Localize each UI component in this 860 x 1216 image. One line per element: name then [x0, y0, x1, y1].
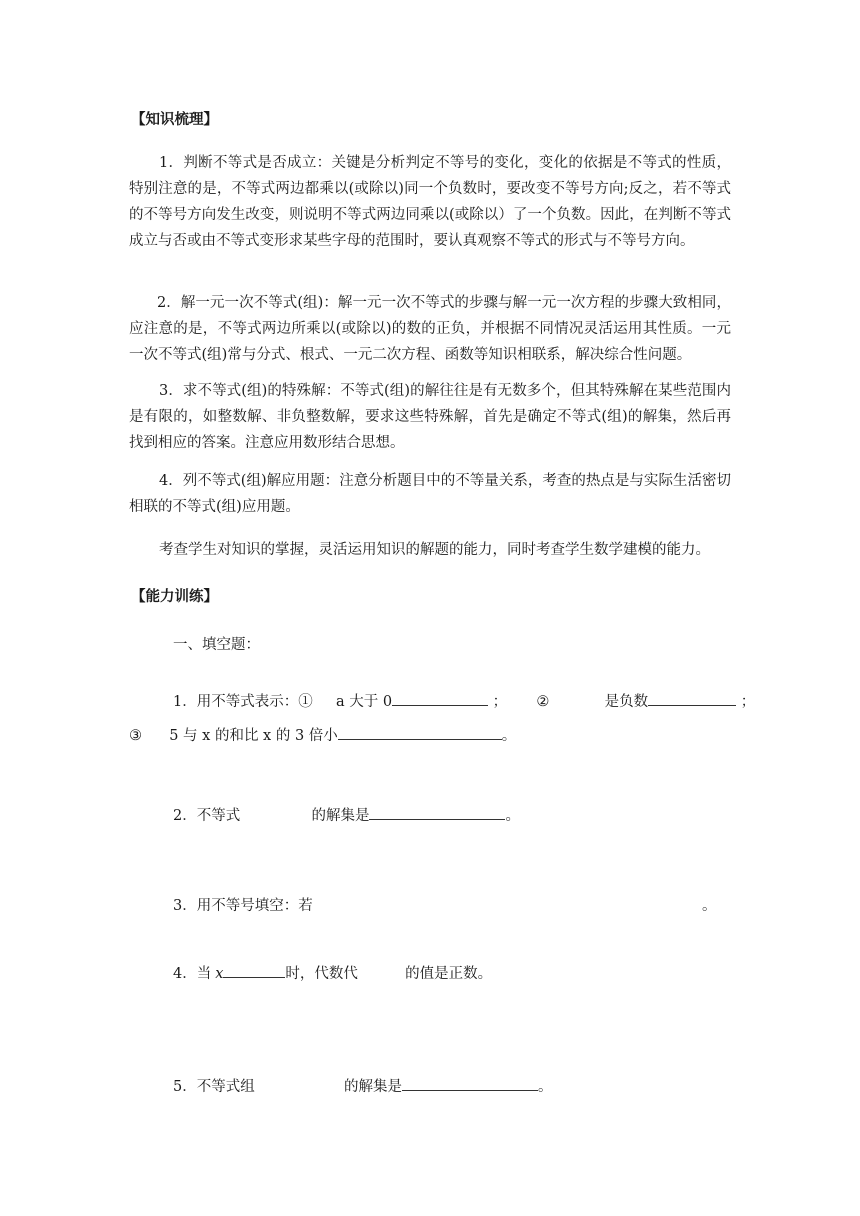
q1-blank-a[interactable] [392, 691, 488, 706]
q5-end: 。 [537, 1079, 553, 1095]
q1-prefix: 1．用不等式表示：① [173, 694, 313, 710]
q1-part-c: 5 与 x 的和比 x 的 3 倍小 [169, 728, 338, 744]
q4-variable: x [215, 966, 224, 982]
q3-end: 。 [702, 898, 717, 914]
question-3 [173, 894, 313, 915]
q1-part-b: 是负数 [604, 694, 649, 710]
q2-middle: 的解集是 [311, 808, 370, 824]
q5-prefix: 5．不等式组 [173, 1079, 255, 1095]
question-5 [173, 1075, 552, 1096]
knowledge-item-3: 3．求不等式(组)的特殊解：不等式(组)的解往往是有无数多个，但其特殊解在某些范围内是有限的，如整数解、非负整数解，要求这些特殊解，首先是确定不等式(组)的解集，然后再找到相应的答案。注意应用数形结合思想。 [129, 383, 731, 451]
q5-blank[interactable] [402, 1076, 538, 1091]
q1-sep-1: ； [492, 694, 508, 710]
knowledge-item-2: 2．解一元一次不等式(组)：解一元一次不等式的步骤与解一元一次方程的步骤大致相同，应注意的是，不等式两边所乘以(或除以)的数的正负，并根据不同情况灵活运用其性质。一元一次不等式(组)常与分式、根式、一元二次方程、函数等知识相联系，解决综合性问题。 [129, 295, 731, 363]
q5-middle: 的解集是 [343, 1079, 402, 1095]
q1-sep-2: ； [740, 694, 756, 710]
q4-suffix: 的值是正数。 [405, 966, 493, 982]
q1-circle-2: ② [536, 694, 550, 710]
q1-blank-b[interactable] [648, 691, 736, 706]
question-1-line-1 [173, 690, 755, 711]
q1-circle-3: ③ [129, 728, 142, 744]
knowledge-summary: 考查学生对知识的掌握，灵活运用知识的解题的能力，同时考查学生数学建模的能力。 [159, 542, 710, 558]
q2-end: 。 [505, 808, 520, 824]
q1-part-a: a 大于 0 [335, 694, 393, 710]
q2-prefix: 2．不等式 [173, 808, 241, 824]
knowledge-heading: 【知识梳理】 [131, 112, 218, 128]
q3-prefix: 3．用不等号填空：若 [173, 898, 313, 914]
q2-blank[interactable] [369, 805, 505, 820]
q4-prefix: 4．当 [173, 966, 212, 982]
question-1-line-2 [129, 724, 516, 745]
knowledge-item-4: 4．列不等式(组)解应用题：注意分析题目中的不等量关系，考查的热点是与实际生活密切相联的不等式(组)应用题。 [129, 473, 731, 515]
q1-blank-c[interactable] [338, 725, 502, 740]
knowledge-item-1: 1．判断不等式是否成立：关键是分析判定不等号的变化，变化的依据是不等式的性质，特别注意的是，不等式两边都乘以(或除以)同一个负数时，要改变不等号方向;反之，若不等式的不等号方向发生改变，则说明不等式两边同乘以(或除以）了一个负数。因此，在判断不等式成立与否或由不等式变形求某些字母的范围时，要认真观察不等式的形式与不等号方向。 [129, 155, 731, 249]
q1-end: 。 [501, 728, 517, 744]
training-heading: 【能力训练】 [131, 589, 218, 605]
q4-blank[interactable] [223, 963, 285, 978]
section-fill-in-blank: 一、填空题： [173, 637, 260, 653]
q4-middle: 时，代数代 [285, 966, 358, 982]
question-2 [173, 804, 520, 825]
question-4 [173, 962, 492, 983]
